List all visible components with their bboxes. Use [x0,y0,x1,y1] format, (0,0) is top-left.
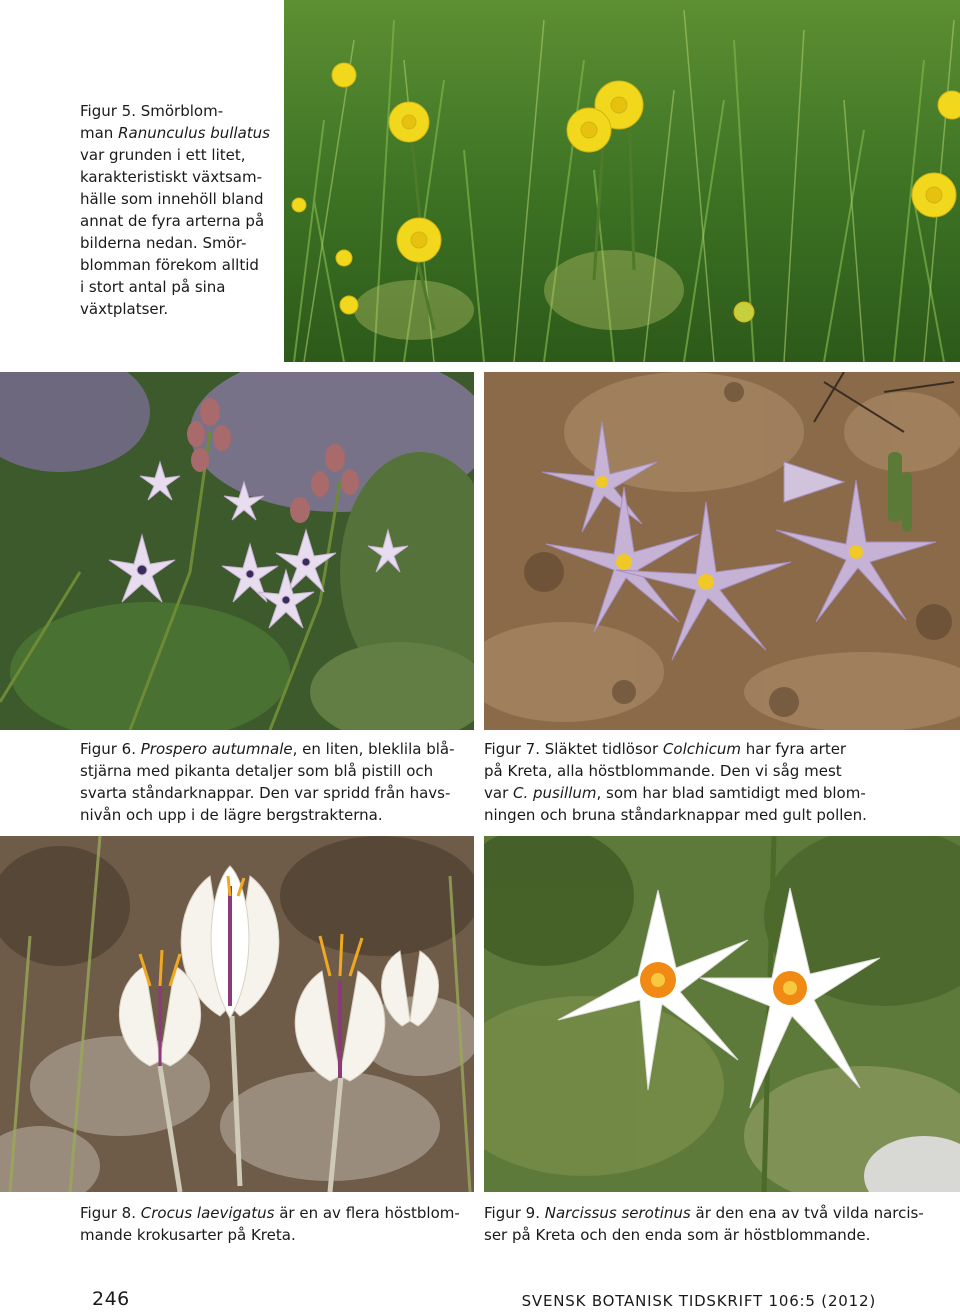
caption-line: svarta ståndarknappar. Den var spridd från havs- [80,784,451,802]
figure5-caption [80,100,270,320]
caption-line: bilderna nedan. Smör- [80,234,247,252]
figure9-caption [484,1202,924,1246]
colchicum-flower-image [484,372,960,730]
caption-line: hälle som innehöll bland [80,190,264,208]
figure5-photo [284,0,960,362]
caption-line: Figur 7. Släktet tidlösor Colchicum har fyra arter [484,740,847,758]
caption-line: nivån och upp i de lägre bergstrakterna. [80,806,383,824]
caption-line: var grunden i ett litet, [80,146,246,164]
figure9-photo [484,836,960,1192]
prospero-flower-image [0,372,474,730]
caption-line: mande krokusarter på Kreta. [80,1226,296,1244]
figure7-caption [484,738,867,826]
narcissus-flower-image [484,836,960,1192]
caption-line: växtplatser. [80,300,169,318]
caption-line: ningen och bruna ståndarknappar med gult pollen. [484,806,867,824]
caption-line: man Ranunculus bullatus [80,124,270,142]
figure8-photo [0,836,474,1192]
figure6-photo [0,372,474,730]
caption-line: Figur 9. Narcissus serotinus är den ena av två vilda narcis- [484,1204,924,1222]
crocus-flower-image [0,836,474,1192]
caption-line: ser på Kreta och den enda som är höstblommande. [484,1226,871,1244]
caption-line: Figur 8. Crocus laevigatus är en av flera höstblom- [80,1204,460,1222]
caption-line: karakteristiskt växtsam- [80,168,262,186]
caption-line: var C. pusillum, som har blad samtidigt med blom- [484,784,866,802]
caption-line: annat de fyra arterna på [80,212,265,230]
caption-line: Figur 5. Smörblom- [80,102,224,120]
page-number: 246 [92,1288,130,1310]
figure7-photo [484,372,960,730]
caption-line: på Kreta, alla höstblommande. Den vi såg mest [484,762,842,780]
caption-line: blomman förekom alltid [80,256,259,274]
caption-line: stjärna med pikanta detaljer som blå pistill och [80,762,434,780]
caption-line: i stort antal på sina [80,278,226,296]
buttercup-meadow-image [284,0,960,362]
figure8-caption [80,1202,460,1246]
journal-title: SVENSK BOTANISK TIDSKRIFT 106:5 (2012) [521,1292,876,1310]
caption-line: Figur 6. Prospero autumnale, en liten, bleklila blå- [80,740,455,758]
figure6-caption [80,738,455,826]
